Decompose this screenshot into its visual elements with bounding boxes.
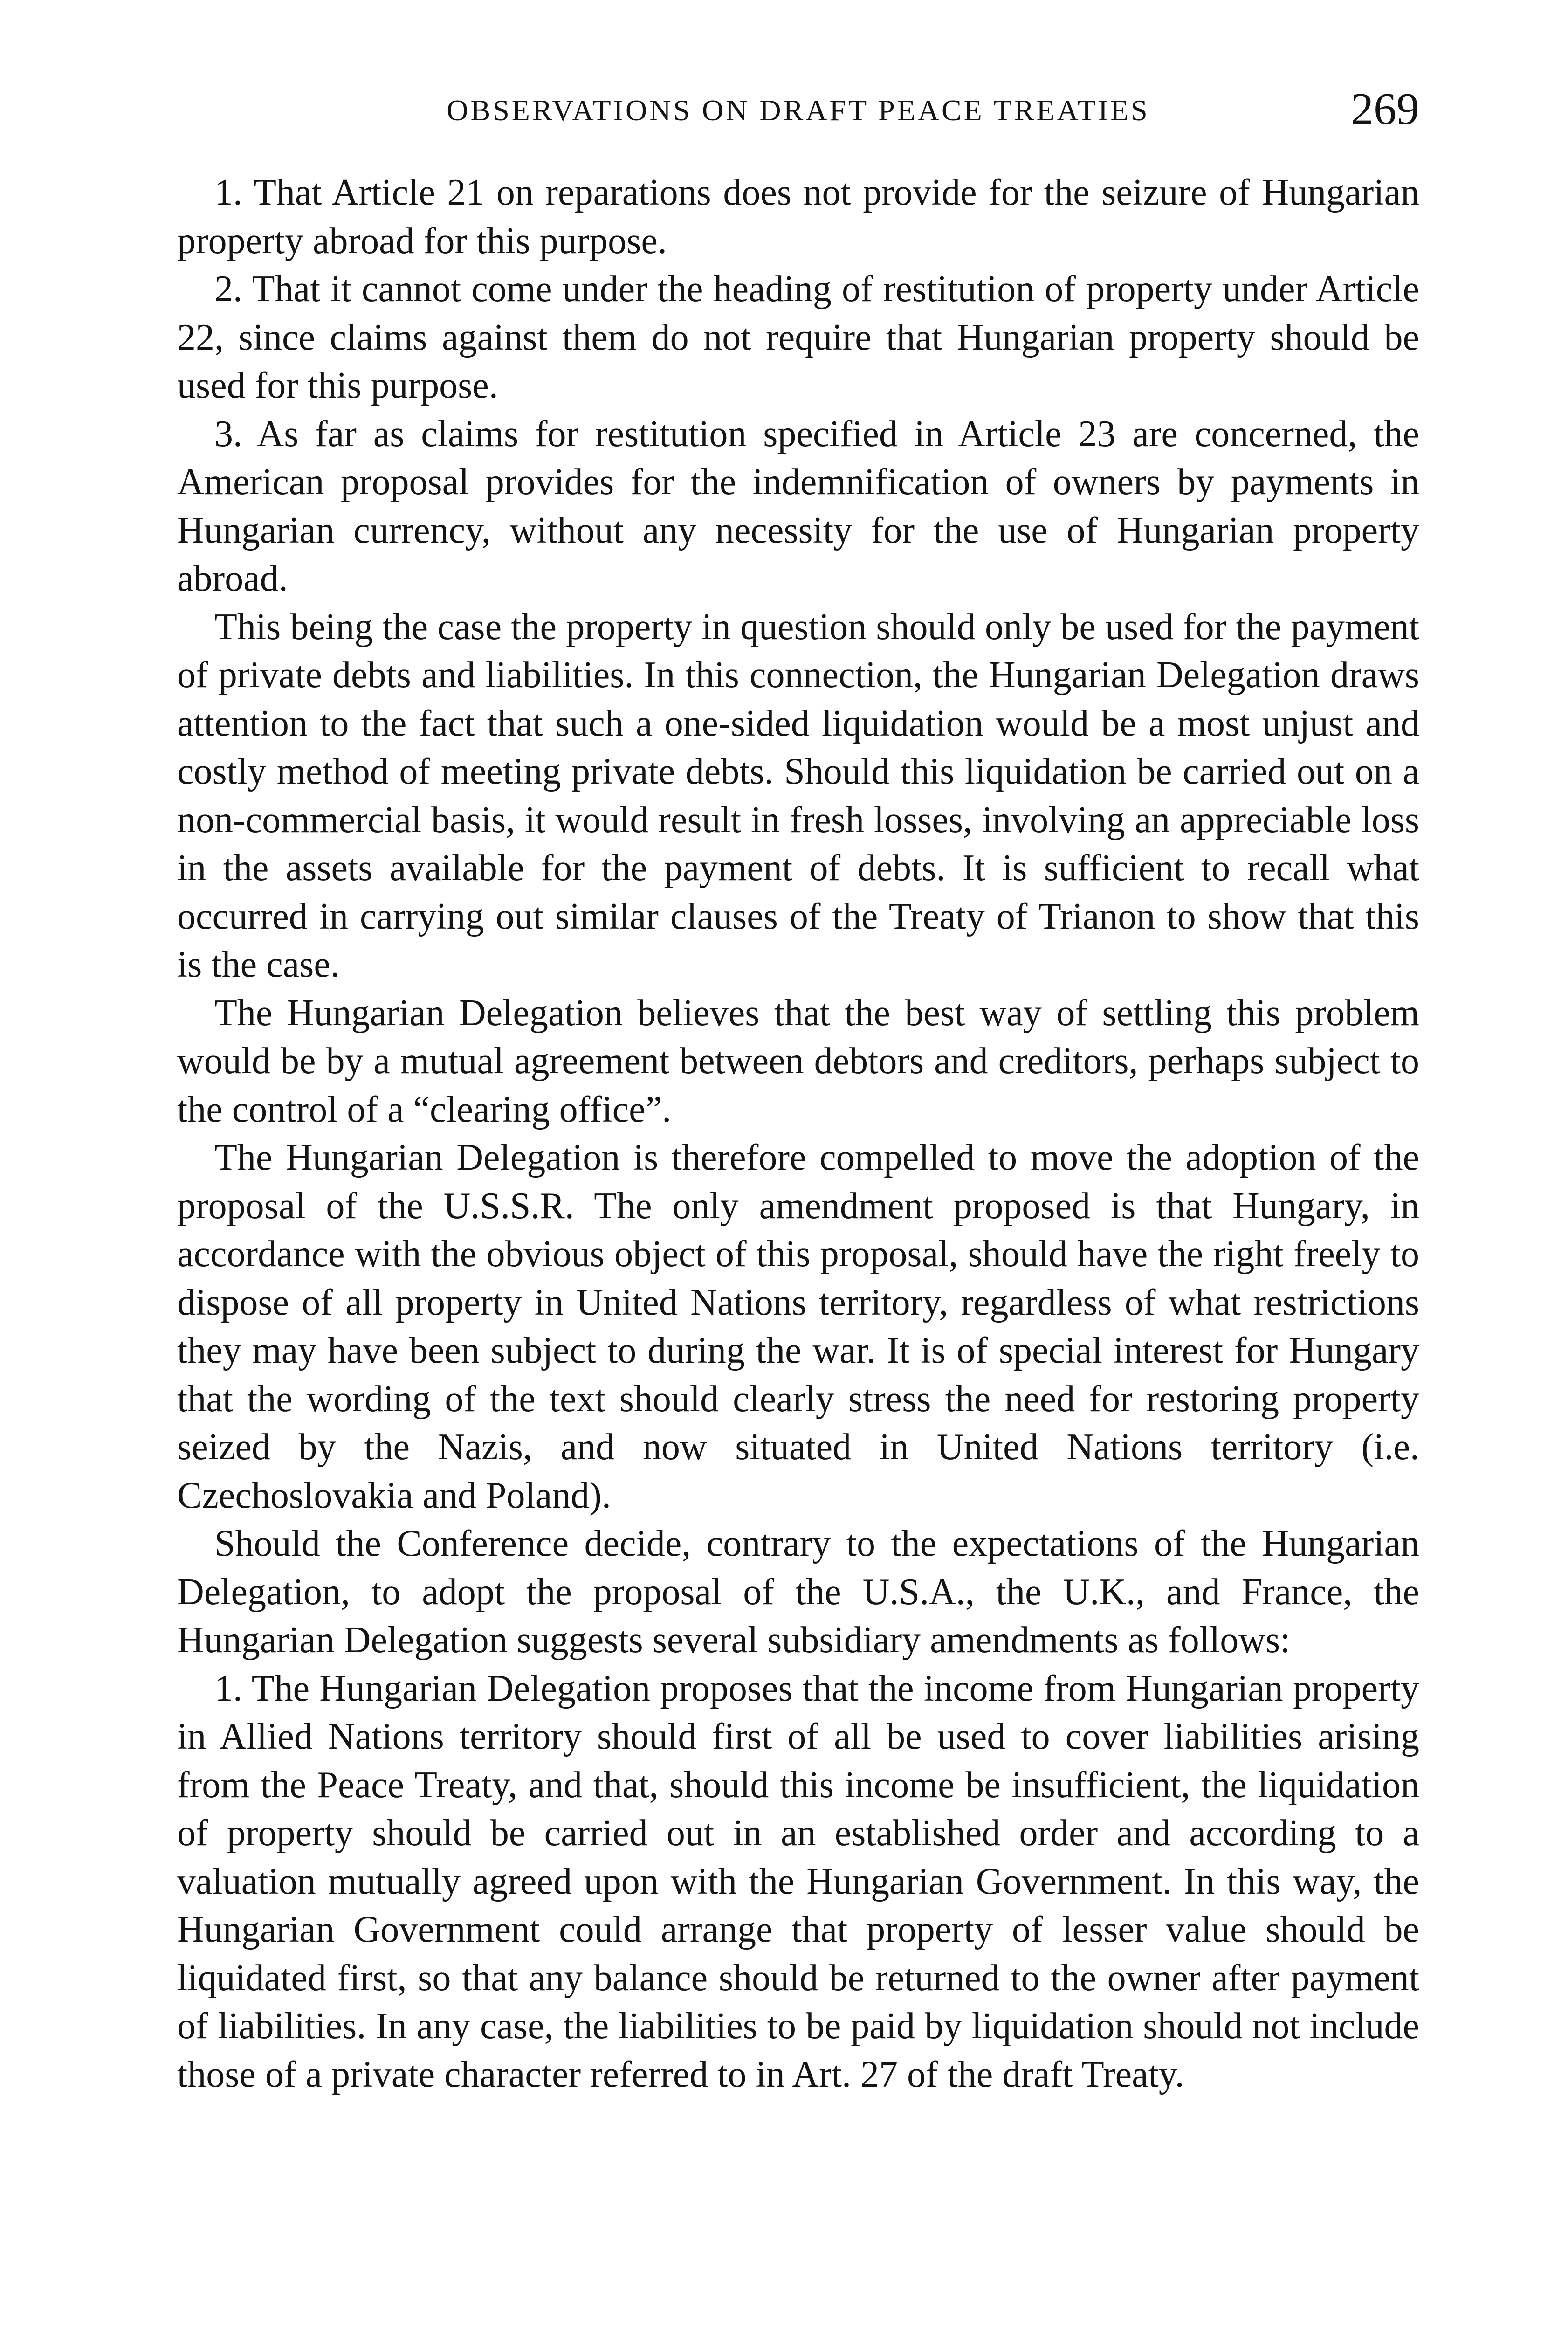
- paragraph-ussr-proposal: The Hungarian Delegation is therefore compelled to move the adoption of the proposal of the U.S.S.R. The only amendment proposed is that Hungary, in accordance with the obvious object of this proposal, should have the right freely to dispose of all property in United Nations territory, regardless of what restrictions they may have been subject to during the war. It is of special interest for Hungary that the wording of the text should clearly stress the need for restoring property seized by the Nazis, and now situated in United Nations territory (i.e. Czechoslovakia and Poland).: [177, 1137, 1419, 1516]
- paragraph-point-1: 1. That Article 21 on reparations does not provide for the seizure of Hungarian property abroad for this purpose.: [177, 172, 1419, 262]
- paragraph-subsidiary-amendments: Should the Conference decide, contrary to the expectations of the Hungarian Delegation, to adopt the proposal of the U.S.A., the U.K., and France, the Hungarian Delegation suggests several subsidiary amendments as follows:: [177, 1523, 1419, 1661]
- paragraph-point-2: 2. That it cannot come under the heading of restitution of property under Article 22, since claims against them do not require that Hungarian property should be used for this purpose.: [177, 269, 1419, 406]
- paragraph-amendment-1: 1. The Hungarian Delegation proposes that the income from Hungarian property in Allied Nations territory should first of all be used to cover liabilities arising from the Peace Treaty, and that, should this income be insufficient, the liquidation of property should be carried out in an established order and according to a valuation mutually agreed upon with the Hungarian Government. In this way, the Hungarian Government could arrange that property of lesser value should be liquidated first, so that any balance should be returned to the owner after payment of liabilities. In any case, the liabilities to be paid by liquidation should not include those of a private character referred to in Art. 27 of the draft Treaty.: [177, 1668, 1419, 2095]
- running-title: OBSERVATIONS ON DRAFT PEACE TREATIES: [447, 94, 1150, 127]
- paragraph-mutual-agreement: The Hungarian Delegation believes that the best way of settling this problem would be by a mutual agreement between debtors and creditors, perhaps subject to the control of a “clearing office”.: [177, 992, 1419, 1130]
- paragraph-private-debts: This being the case the property in question should only be used for the payment of private debts and liabilities. In this connection, the Hungarian Delegation draws attention to the fact that such a one-sided liquidation would be a most unjust and costly method of meeting private debts. Should this liquidation be carried out on a non-commercial basis, it would result in fresh losses, involving an appreciable loss in the assets available for the payment of debts. It is sufficient to recall what occurred in carrying out similar clauses of the Treaty of Trianon to show that this is the case.: [177, 606, 1419, 985]
- page-number: 269: [1351, 84, 1419, 134]
- body-text: [177, 169, 1419, 2099]
- running-header: [177, 83, 1419, 134]
- paragraph-point-3: 3. As far as claims for restitution specified in Article 23 are concerned, the American proposal provides for the indemnification of owners by payments in Hungarian currency, without any necessity for the use of Hungarian property abroad.: [177, 413, 1419, 599]
